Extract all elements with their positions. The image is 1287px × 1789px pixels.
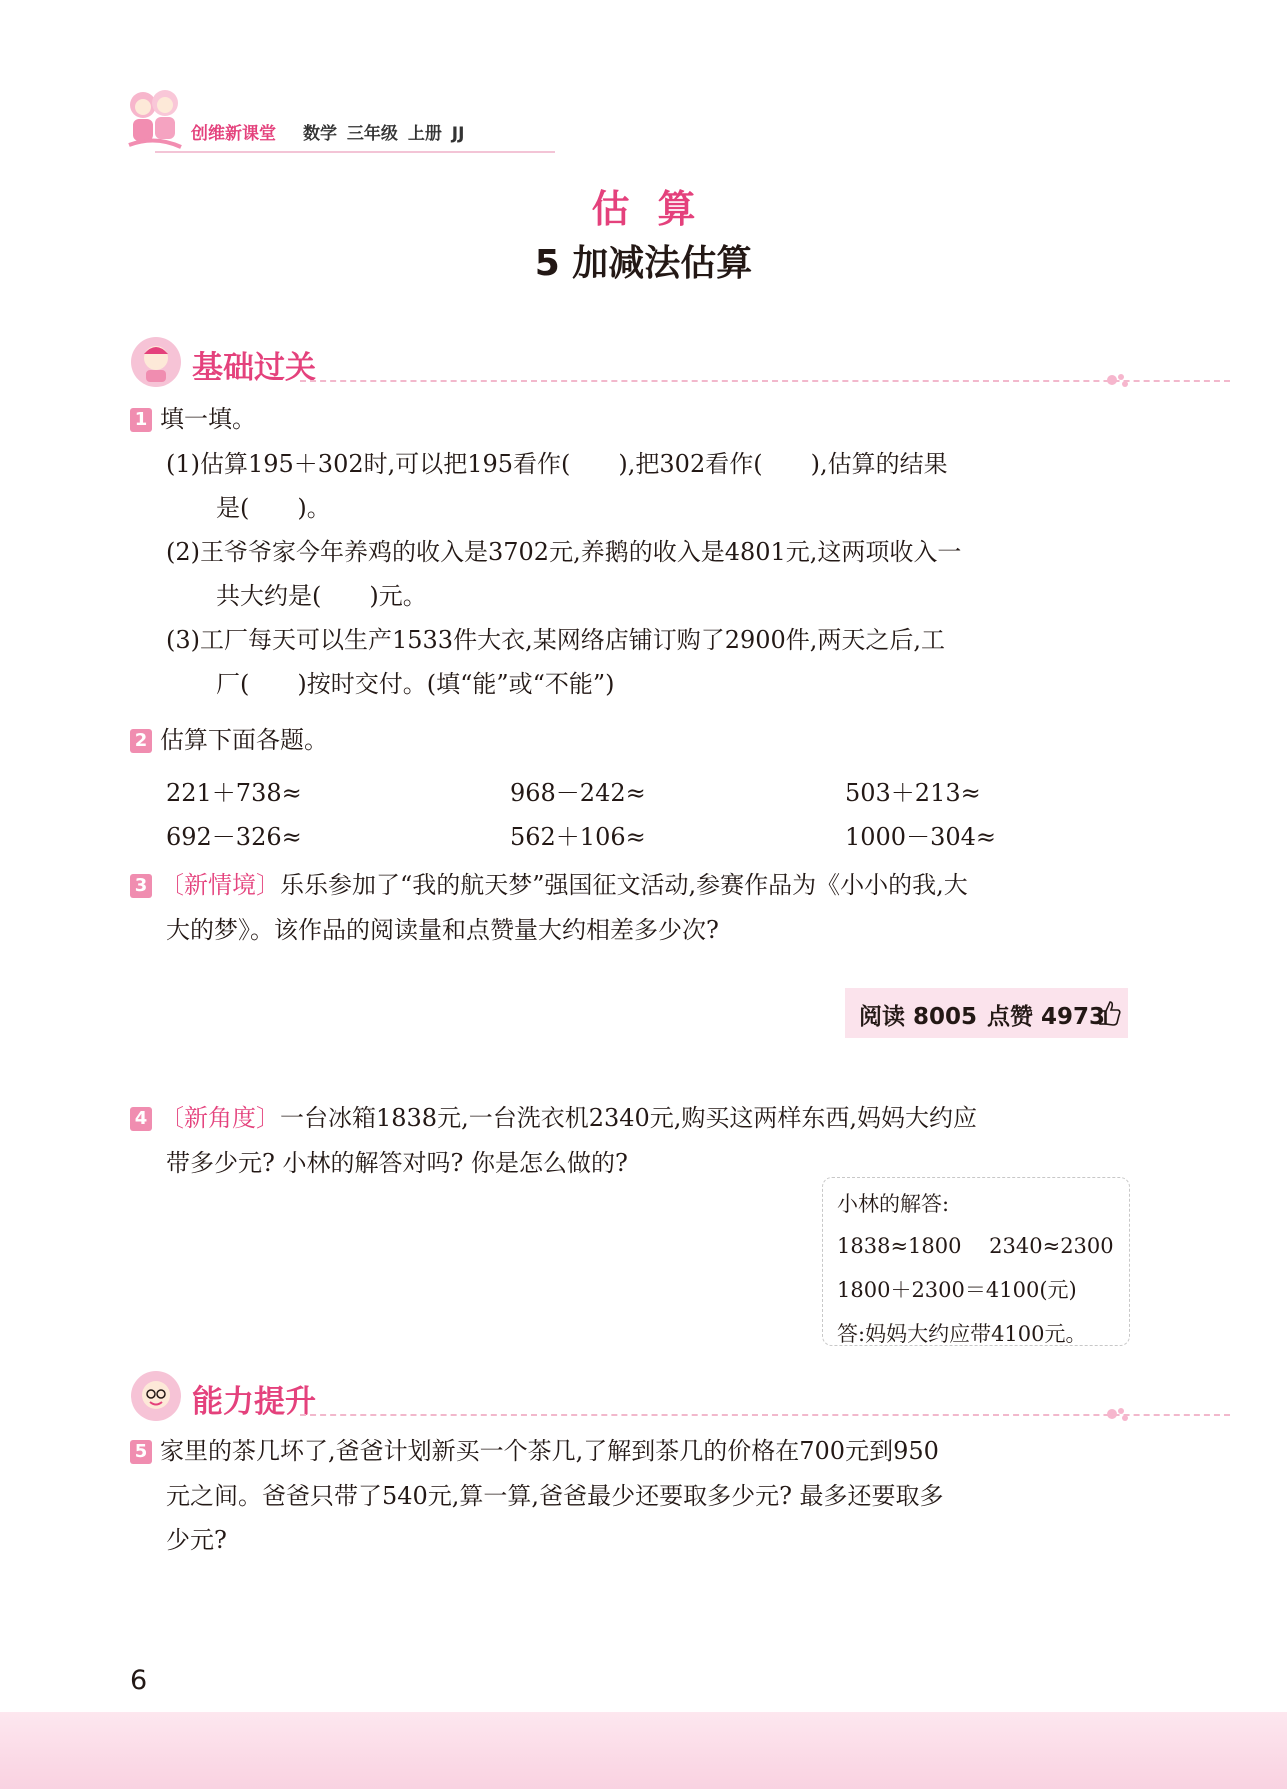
mascot-icon [125,85,185,153]
solution-line: 1838≈1800 2340≈2300 [837,1234,1114,1258]
question-4 [130,1096,977,1140]
page-header [125,85,545,155]
dots-icon [1106,1406,1130,1422]
q1-part3-line1: (3)工厂每天可以生产1533件大衣,某网络店铺订购了2900件,两天之后,工 [166,626,946,654]
solution-line: 答:妈妈大约应带4100元。 [837,1322,1087,1346]
q3-line2: 大的梦》。该作品的阅读量和点赞量大约相差多少次? [166,916,719,944]
question-text: 一台冰箱1838元,一台洗衣机2340元,购买这两样东西,妈妈大约应 [280,1104,978,1132]
question-3 [130,863,968,907]
q1-part1-line2: 是( )。 [216,494,331,522]
footer-band [0,1712,1287,1789]
header-divider [155,151,555,153]
question-stem: 填一填。 [160,405,256,433]
mascot-icon [130,336,182,388]
dots-icon [1106,372,1130,388]
question-text: 家里的茶几坏了,爸爸计划新买一个茶几,了解到茶几的价格在700元到950 [160,1437,939,1465]
solution-box [822,1177,1130,1346]
brand-name: 创维新课堂 [191,124,276,144]
like-count: 点赞 4973 [987,1004,1106,1030]
q1-part3-line2: 厂( )按时交付。(填“能”或“不能”) [216,670,615,698]
solution-line: 1800＋2300＝4100(元) [837,1278,1077,1302]
question-tag: 〔新角度〕 [160,1104,280,1132]
estimate-item: 968－242≈ [510,779,646,807]
q1-part2-line2: 共大约是( )元。 [216,582,427,610]
section-divider [300,1414,1230,1416]
estimate-item: 692－326≈ [166,823,302,851]
question-text: 乐乐参加了“我的航天梦”强国征文活动,参赛作品为《小小的我,大 [280,871,968,899]
question-number: 2 [130,729,152,753]
section-title: 基础过关 [192,350,316,386]
view-stats-card [845,988,1128,1038]
chapter-title: 估算 [591,187,724,231]
question-2 [130,718,328,762]
thumbs-up-icon [1097,998,1123,1028]
q5-line2: 元之间。爸爸只带了540元,算一算,爸爸最少还要取多少元? 最多还要取多 [166,1482,944,1510]
q4-line2: 带多少元? 小林的解答对吗? 你是怎么做的? [166,1149,628,1177]
q1-part1-line1: (1)估算195＋302时,可以把195看作( ),把302看作( ),估算的结果 [166,450,948,478]
estimate-item: 562＋106≈ [510,823,646,851]
q1-part2-line1: (2)王爷爷家今年养鸡的收入是3702元,养鹅的收入是4801元,这两项收入一 [166,538,962,566]
q5-line3: 少元? [166,1526,227,1554]
estimate-item: 503＋213≈ [845,779,981,807]
section-heading-basic [130,336,1130,392]
question-number: 3 [130,874,152,898]
question-number: 4 [130,1107,152,1131]
solution-title: 小林的解答: [837,1192,950,1216]
section-heading-advanced [130,1370,1130,1426]
boy-mascot-icon [130,1370,182,1422]
question-number: 1 [130,408,152,432]
page-number: 6 [130,1665,148,1696]
question-number: 5 [130,1440,152,1464]
estimate-item: 221＋738≈ [166,779,302,807]
estimate-item: 1000－304≈ [845,823,996,851]
read-count: 阅读 8005 [859,1004,978,1030]
question-stem: 估算下面各题。 [160,726,328,754]
section-title: 能力提升 [192,1384,316,1420]
section-divider [300,380,1230,382]
lesson-title: 5 加减法估算 [534,243,753,284]
book-series: 数学 三年级 上册 JJ [303,124,465,144]
question-tag: 〔新情境〕 [160,871,280,899]
question-1 [130,397,256,441]
question-5 [130,1429,939,1473]
